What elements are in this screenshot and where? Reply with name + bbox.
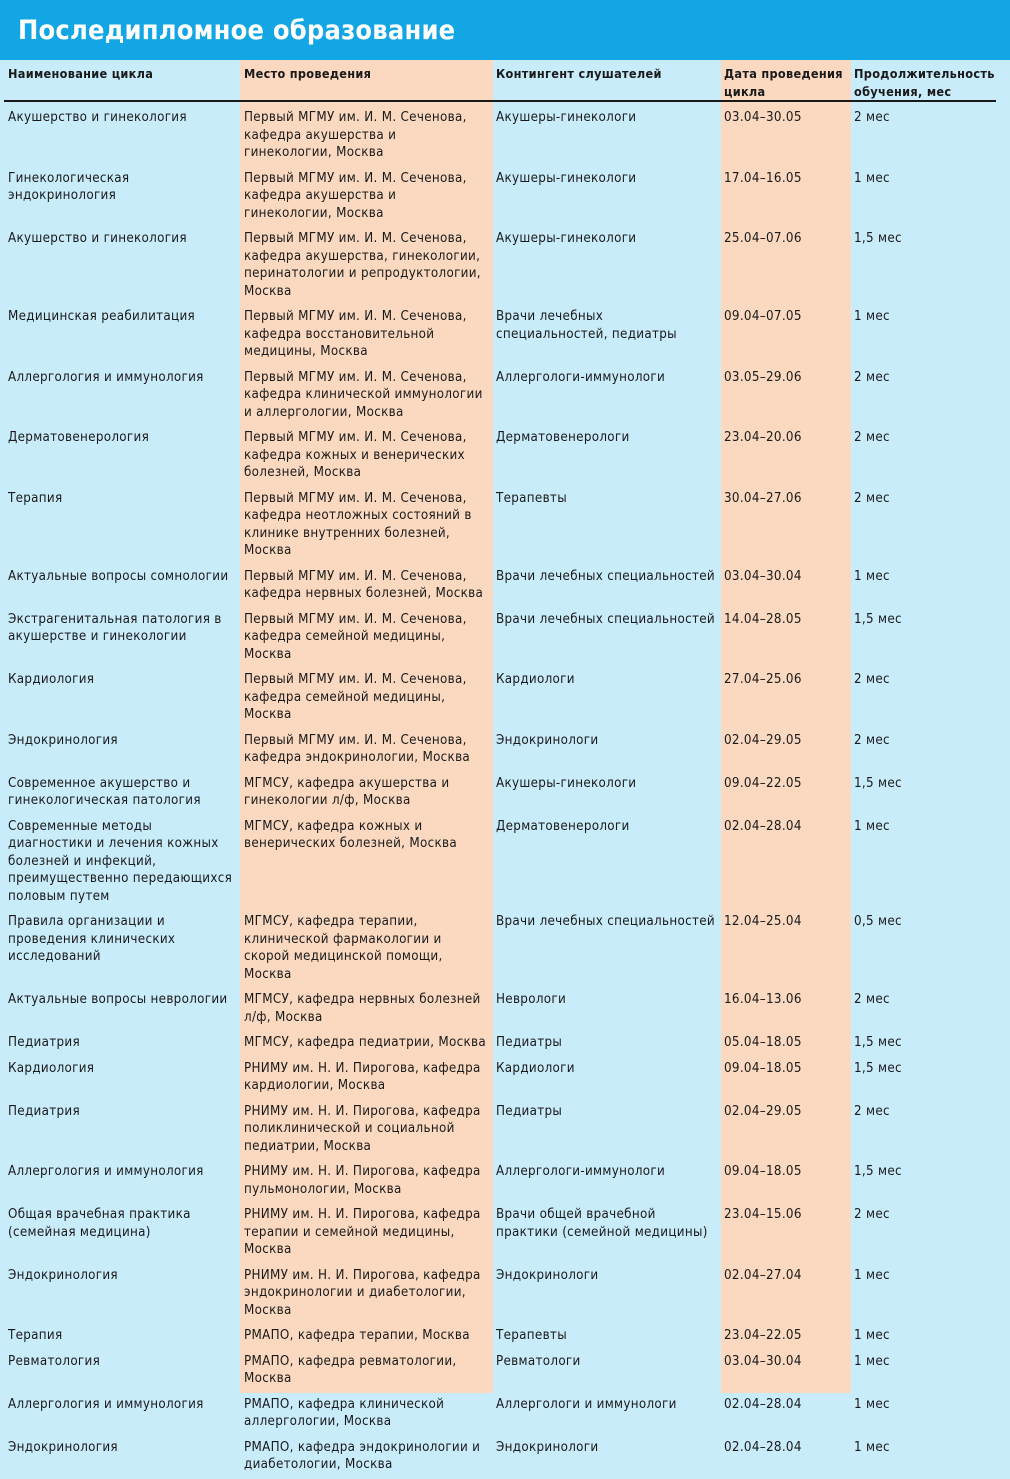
table-header-row (4, 60, 996, 101)
cell-location: МГМСУ, кафедра кожных и венерических болезней, Москва (244, 818, 457, 851)
cell-duration: 1 мес (854, 170, 890, 186)
table-row (4, 1324, 996, 1350)
cell-course-name: Актуальные вопросы неврологии (8, 992, 228, 1007)
cell-course-name: Эндокринология (8, 1267, 118, 1283)
table-row (4, 366, 996, 427)
cell-audience: Дерматовенерологи (496, 430, 630, 445)
cell-audience: Аллергологи-иммунологи (496, 369, 666, 385)
cell-audience: Кардиологи (496, 1060, 575, 1076)
cell-dates: 02.04–27.04 (724, 1267, 802, 1283)
cell-dates: 05.04–18.05 (724, 1035, 802, 1050)
table-row (4, 772, 996, 815)
cell-location: Первый МГМУ им. И. М. Сеченова, кафедра клинической иммунологии и аллергологии, Москва (244, 369, 483, 420)
cell-course-name: Эндокринология (8, 1439, 118, 1455)
cell-location: РНИМУ им. Н. И. Пирогова, кафедра терапии и семейной медицины, Москва (244, 1207, 481, 1257)
cell-location: Первый МГМУ им. И. М. Сеченова, кафедра акушерства и гинекологии, Москва (244, 110, 467, 160)
cell-location: МГМСУ, кафедра педиатрии, Москва (244, 1035, 487, 1050)
cell-course-name: Гинекологическая эндокринология (8, 170, 130, 203)
cell-course-name: Акушерство и гинекология (8, 110, 187, 125)
cell-duration: 1 мес (854, 309, 890, 324)
cell-duration: 1 мес (854, 1439, 890, 1455)
cell-location: Первый МГМУ им. И. М. Сеченова, кафедра акушерства, гинекологии, перинатологии и репродуктологии, Москва (244, 231, 481, 299)
cell-audience: Врачи лечебных специальностей (496, 611, 715, 627)
cell-course-name: Кардиология (8, 672, 95, 687)
cell-course-name: Аллергология и иммунология (8, 1396, 204, 1412)
cell-location: РМАПО, кафедра терапии, Москва (244, 1328, 470, 1343)
cell-duration: 1,5 мес (854, 1164, 902, 1179)
cell-course-name: Терапия (8, 490, 63, 506)
table-body (4, 101, 996, 1479)
cell-course-name: Экстрагенитальная патология в акушерстве и гинекологии (8, 611, 222, 644)
cell-course-name: Общая врачебная практика (семейная медицина) (8, 1207, 191, 1240)
cell-duration: 2 мес (854, 672, 890, 687)
cell-duration: 2 мес (854, 430, 890, 445)
cell-duration: 2 мес (854, 1103, 890, 1119)
cell-duration: 2 мес (854, 992, 890, 1007)
cell-location: МГМСУ, кафедра акушерства и гинекологии л/ф, Москва (244, 775, 450, 808)
column-header-location: Место проведения (240, 60, 492, 101)
cell-audience: Врачи общей врачебной практики (семейной медицины) (496, 1207, 708, 1240)
cell-location: Первый МГМУ им. И. М. Сеченова, кафедра эндокринологии, Москва (244, 732, 471, 765)
cell-duration: 1 мес (854, 1353, 890, 1369)
cell-location: Первый МГМУ им. И. М. Сеченова, кафедра семейной медицины, Москва (244, 611, 467, 662)
cell-audience: Эндокринологи (496, 732, 599, 748)
cell-duration: 1,5 мес (854, 231, 902, 246)
table-row (4, 1160, 996, 1203)
cell-location: Первый МГМУ им. И. М. Сеченова, кафедра кожных и венерических болезней, Москва (244, 430, 467, 480)
table-row (4, 1393, 996, 1436)
cell-dates: 09.04–22.05 (724, 775, 802, 791)
table-row (4, 167, 996, 228)
table-row (4, 1203, 996, 1264)
cell-course-name: Современные методы диагностики и лечения кожных болезней и инфекций, преимущественно передающихся половым путем (8, 818, 233, 904)
column-header-course-name: Наименование цикла (4, 60, 240, 101)
cell-dates: 03.05–29.06 (724, 369, 802, 385)
cell-duration: 1,5 мес (854, 775, 902, 791)
cell-location: Первый МГМУ им. И. М. Сеченова, кафедра акушерства и гинекологии, Москва (244, 170, 467, 221)
table-row (4, 565, 996, 608)
table-row (4, 1350, 996, 1393)
cell-duration: 1 мес (854, 1267, 890, 1283)
cell-audience: Акушеры-гинекологи (496, 170, 637, 186)
cell-duration: 1,5 мес (854, 1060, 902, 1076)
cell-course-name: Актуальные вопросы сомнологии (8, 568, 229, 584)
cell-duration: 1 мес (854, 1328, 890, 1343)
cell-dates: 23.04–22.05 (724, 1328, 802, 1343)
cell-audience: Терапевты (496, 490, 567, 506)
cell-duration: 2 мес (854, 110, 890, 125)
cell-course-name: Медицинская реабилитация (8, 309, 196, 324)
cell-dates: 23.04–20.06 (724, 430, 802, 445)
table-row (4, 608, 996, 669)
cell-audience: Кардиологи (496, 672, 575, 687)
cell-location: Первый МГМУ им. И. М. Сеченова, кафедра восстановительной медицины, Москва (244, 309, 467, 359)
cell-course-name: Ревматология (8, 1353, 101, 1369)
table-row (4, 815, 996, 911)
column-header-duration: Продолжительность обучения, мес (850, 60, 996, 101)
table-row (4, 426, 996, 487)
table-row (4, 729, 996, 772)
table-row (4, 101, 996, 167)
cell-location: РНИМУ им. Н. И. Пирогова, кафедра кардиологии, Москва (244, 1060, 481, 1093)
cell-audience: Аллергологи-иммунологи (496, 1164, 666, 1179)
cell-dates: 23.04–15.06 (724, 1207, 802, 1222)
cell-dates: 03.04–30.04 (724, 568, 802, 584)
cell-dates: 14.04–28.05 (724, 611, 802, 627)
cell-course-name: Акушерство и гинекология (8, 231, 187, 246)
table-row (4, 487, 996, 565)
cell-course-name: Эндокринология (8, 732, 118, 748)
cell-location: Первый МГМУ им. И. М. Сеченова, кафедра неотложных состояний в клинике внутренних болезней, Москва (244, 490, 472, 558)
cell-duration: 0,5 мес (854, 914, 902, 929)
cell-audience: Акушеры-гинекологи (496, 110, 637, 125)
cell-location: РМАПО, кафедра ревматологии, Москва (244, 1353, 457, 1386)
cell-dates: 02.04–28.04 (724, 818, 802, 834)
cell-dates: 16.04–13.06 (724, 992, 802, 1007)
table-row (4, 668, 996, 729)
table-row (4, 1100, 996, 1161)
cell-dates: 12.04–25.04 (724, 914, 802, 929)
cell-location: Первый МГМУ им. И. М. Сеченова, кафедра нервных болезней, Москва (244, 568, 484, 601)
cell-dates: 03.04–30.05 (724, 110, 802, 125)
cell-course-name: Педиатрия (8, 1103, 80, 1119)
cell-dates: 25.04–07.06 (724, 231, 802, 246)
column-header-audience: Контингент слушателей (492, 60, 720, 101)
cell-duration: 2 мес (854, 490, 890, 506)
cell-course-name: Аллергология и иммунология (8, 1164, 204, 1179)
cell-dates: 02.04–28.04 (724, 1396, 802, 1412)
cell-dates: 02.04–29.05 (724, 732, 802, 748)
courses-table-area (0, 60, 1010, 1472)
cell-audience: Эндокринологи (496, 1439, 599, 1455)
cell-duration: 1 мес (854, 1396, 890, 1412)
cell-audience: Врачи лечебных специальностей (496, 914, 715, 929)
cell-audience: Врачи лечебных специальностей (496, 568, 715, 584)
cell-location: РНИМУ им. Н. И. Пирогова, кафедра пульмонологии, Москва (244, 1164, 481, 1197)
table-row (4, 1436, 996, 1479)
cell-course-name: Дерматовенерология (8, 430, 150, 445)
table-row (4, 227, 996, 305)
cell-location: РМАПО, кафедра клинической аллергологии, Москва (244, 1396, 445, 1429)
cell-audience: Врачи лечебных специальностей, педиатры (496, 309, 677, 342)
cell-audience: Эндокринологи (496, 1267, 599, 1283)
cell-audience: Акушеры-гинекологи (496, 231, 637, 246)
cell-course-name: Кардиология (8, 1060, 95, 1076)
cell-duration: 2 мес (854, 1207, 890, 1222)
cell-duration: 1,5 мес (854, 1035, 902, 1050)
cell-location: РНИМУ им. Н. И. Пирогова, кафедра поликлинической и социальной педиатрии, Москва (244, 1103, 481, 1154)
cell-location: МГМСУ, кафедра нервных болезней л/ф, Москва (244, 992, 481, 1025)
cell-course-name: Правила организации и проведения клинических исследований (8, 914, 176, 964)
cell-duration: 1 мес (854, 568, 890, 584)
page-banner (0, 0, 1010, 60)
cell-audience: Неврологи (496, 992, 567, 1007)
cell-dates: 02.04–28.04 (724, 1439, 802, 1455)
cell-location: РНИМУ им. Н. И. Пирогова, кафедра эндокринологии и диабетологии, Москва (244, 1267, 481, 1318)
cell-course-name: Терапия (8, 1328, 63, 1343)
cell-duration: 1,5 мес (854, 611, 902, 627)
cell-duration: 2 мес (854, 732, 890, 748)
courses-table (4, 60, 996, 1479)
cell-course-name: Аллергология и иммунология (8, 369, 204, 385)
cell-dates: 17.04–16.05 (724, 170, 802, 186)
cell-dates: 02.04–29.05 (724, 1103, 802, 1119)
cell-duration: 2 мес (854, 369, 890, 385)
cell-dates: 03.04–30.04 (724, 1353, 802, 1369)
cell-location: МГМСУ, кафедра терапии, клинической фармакологии и скорой медицинской помощи, Москва (244, 914, 443, 982)
cell-location: РМАПО, кафедра эндокринологии и диабетологии, Москва (244, 1439, 481, 1472)
cell-duration: 1 мес (854, 818, 890, 834)
cell-audience: Терапевты (496, 1328, 567, 1343)
cell-audience: Дерматовенерологи (496, 818, 630, 834)
cell-course-name: Современное акушерство и гинекологическая патология (8, 775, 201, 808)
table-row (4, 305, 996, 366)
cell-dates: 09.04–07.05 (724, 309, 802, 324)
cell-dates: 09.04–18.05 (724, 1164, 802, 1179)
table-row (4, 988, 996, 1031)
table-row (4, 910, 996, 988)
cell-dates: 30.04–27.06 (724, 490, 802, 506)
table-row (4, 1031, 996, 1057)
cell-audience: Акушеры-гинекологи (496, 775, 637, 791)
cell-audience: Аллергологи и иммунологи (496, 1396, 677, 1412)
cell-course-name: Педиатрия (8, 1035, 80, 1050)
column-header-dates: Дата проведения цикла (720, 60, 850, 101)
cell-audience: Педиатры (496, 1103, 563, 1119)
table-row (4, 1057, 996, 1100)
table-row (4, 1264, 996, 1325)
cell-dates: 09.04–18.05 (724, 1060, 802, 1076)
cell-audience: Ревматологи (496, 1353, 581, 1369)
cell-audience: Педиатры (496, 1035, 563, 1050)
cell-location: Первый МГМУ им. И. М. Сеченова, кафедра семейной медицины, Москва (244, 672, 467, 722)
cell-dates: 27.04–25.06 (724, 672, 802, 687)
page-title: Последипломное образование (18, 14, 456, 46)
